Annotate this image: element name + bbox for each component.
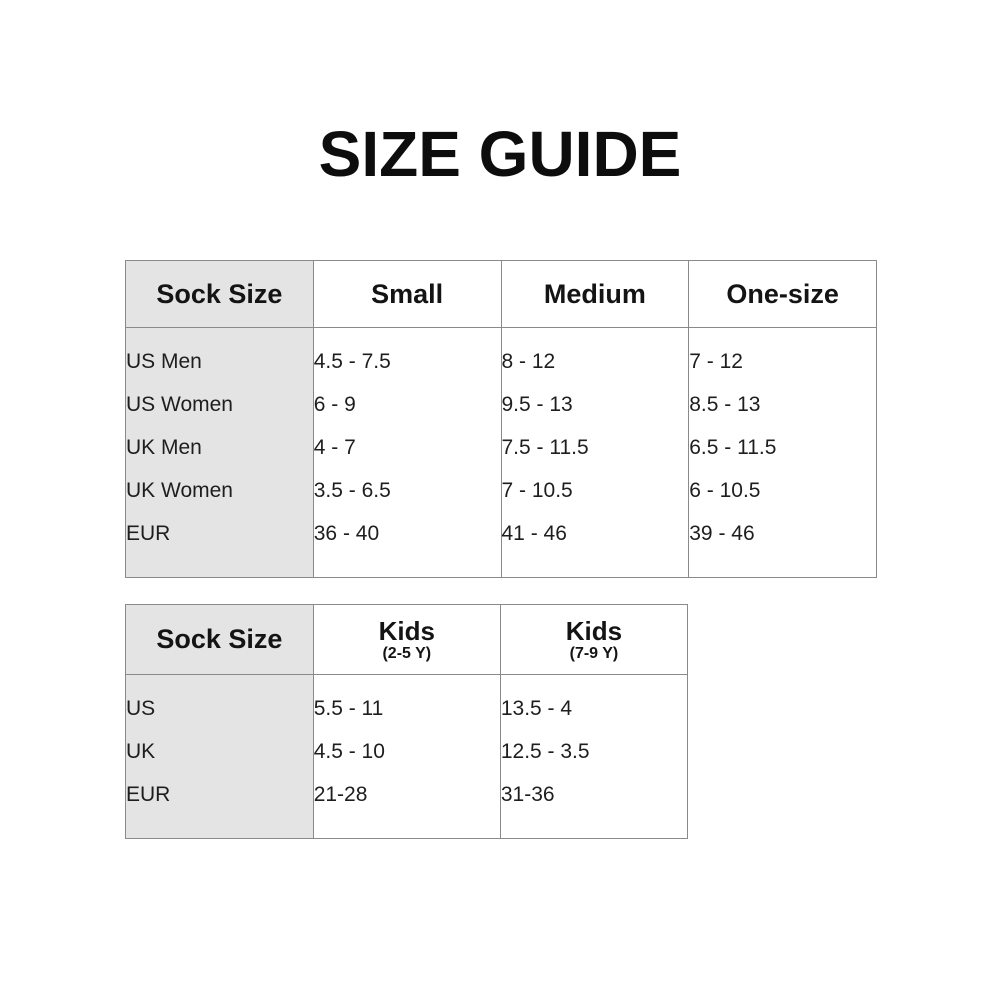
adult-col-header-one-size: One-size: [689, 261, 877, 328]
kids-table-header: [126, 605, 688, 675]
size-value-cell: 3.5 - 6.5: [313, 469, 501, 512]
adult-col-header-medium: Medium: [501, 261, 689, 328]
size-value-cell: 8 - 12: [501, 328, 689, 384]
size-value-cell: 12.5 - 3.5: [500, 730, 687, 773]
size-value-cell: 21-28: [313, 773, 500, 839]
size-value-cell: 6 - 9: [313, 383, 501, 426]
kids-col-header-7-9y: [500, 605, 687, 675]
adult-row-us-men: [126, 328, 877, 384]
row-label: US Women: [126, 383, 314, 426]
adult-corner-header: Sock Size: [126, 261, 314, 328]
kids-col-subtitle: (7-9 Y): [569, 644, 619, 662]
row-label: US Men: [126, 328, 314, 384]
size-value-cell: 4 - 7: [313, 426, 501, 469]
kids-row-uk: [126, 730, 688, 773]
size-value-cell: 41 - 46: [501, 512, 689, 578]
kids-size-table: [125, 604, 688, 839]
kids-table-body: [126, 675, 688, 839]
row-label: US: [126, 675, 314, 731]
size-value-cell: 31-36: [500, 773, 687, 839]
size-value-cell: 5.5 - 11: [313, 675, 500, 731]
adult-table-header: [126, 261, 877, 328]
size-value-cell: 4.5 - 7.5: [313, 328, 501, 384]
size-value-cell: 4.5 - 10: [313, 730, 500, 773]
size-value-cell: 13.5 - 4: [500, 675, 687, 731]
adult-row-uk-men: [126, 426, 877, 469]
row-label: UK: [126, 730, 314, 773]
adult-table-body: [126, 328, 877, 578]
row-label: EUR: [126, 773, 314, 839]
adult-row-uk-women: [126, 469, 877, 512]
row-label: EUR: [126, 512, 314, 578]
kids-header-row: [126, 605, 688, 675]
adult-header-row: [126, 261, 877, 328]
kids-row-eur: [126, 773, 688, 839]
size-value-cell: 36 - 40: [313, 512, 501, 578]
kids-col-subtitle: (2-5 Y): [382, 644, 432, 662]
adult-row-us-women: [126, 383, 877, 426]
kids-col-title: Kids: [565, 615, 623, 646]
adult-col-header-small: Small: [313, 261, 501, 328]
size-value-cell: 8.5 - 13: [689, 383, 877, 426]
size-value-cell: 39 - 46: [689, 512, 877, 578]
adult-row-eur: [126, 512, 877, 578]
size-value-cell: 9.5 - 13: [501, 383, 689, 426]
kids-corner-header: Sock Size: [126, 605, 314, 675]
size-value-cell: 7 - 10.5: [501, 469, 689, 512]
adult-size-table: [125, 260, 877, 578]
row-label: UK Women: [126, 469, 314, 512]
kids-col-header-2-5y: [313, 605, 500, 675]
kids-col-title: Kids: [378, 615, 435, 646]
row-label: UK Men: [126, 426, 314, 469]
kids-row-us: [126, 675, 688, 731]
page-title: SIZE GUIDE: [318, 118, 682, 190]
size-value-cell: 6.5 - 11.5: [689, 426, 877, 469]
size-value-cell: 7 - 12: [689, 328, 877, 384]
size-value-cell: 7.5 - 11.5: [501, 426, 689, 469]
size-value-cell: 6 - 10.5: [689, 469, 877, 512]
